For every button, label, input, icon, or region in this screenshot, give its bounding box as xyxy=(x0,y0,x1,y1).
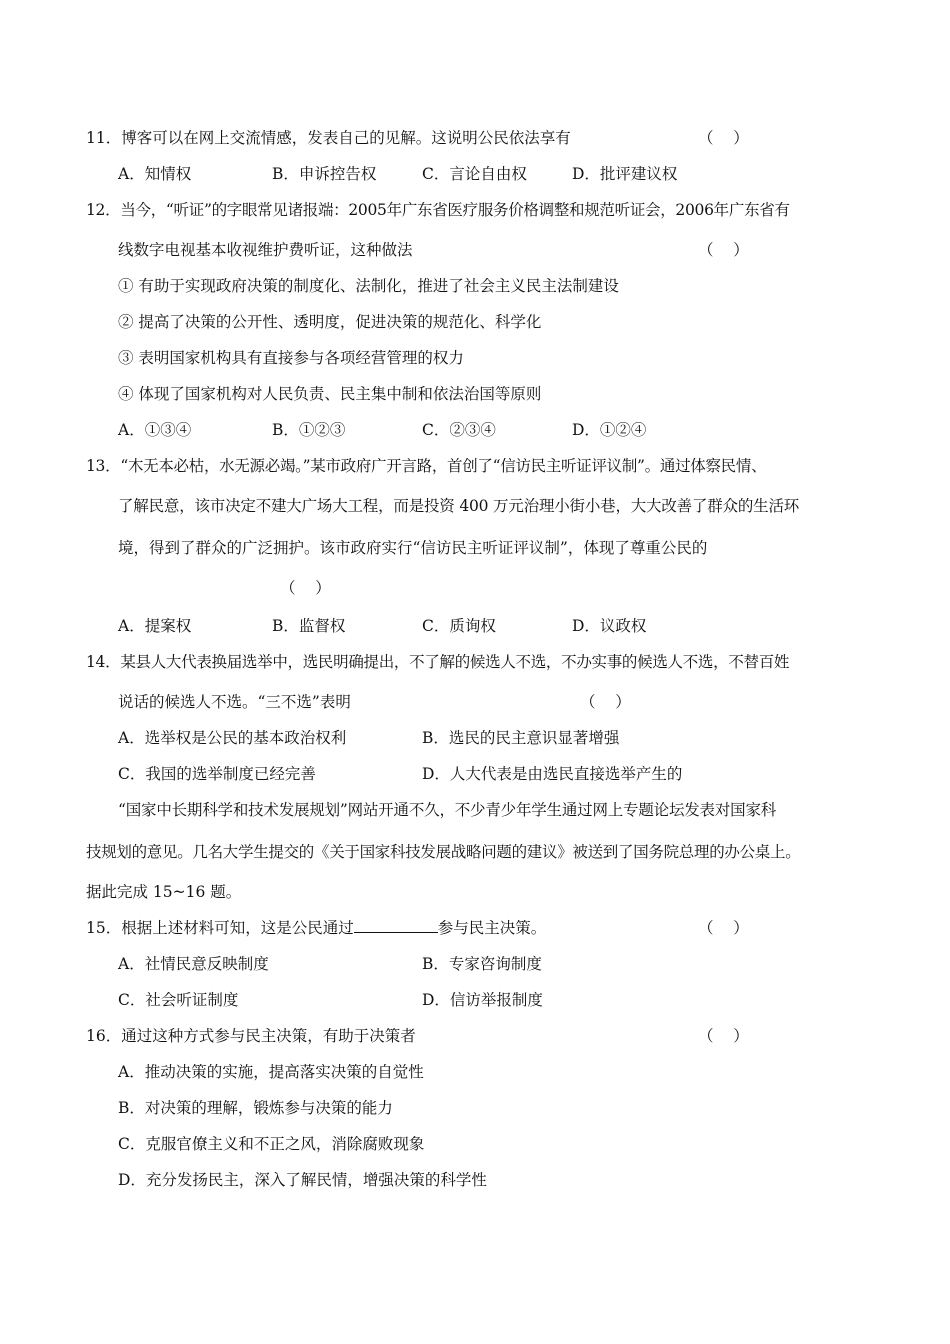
q12-item-3: ③ 表明国家机构具有直接参与各项经营管理的权力 xyxy=(118,349,464,367)
passage-line1: “国家中长期科学和技术发展规划”网站开通不久，不少青少年学生通过网上专题论坛发表对国家科 xyxy=(118,801,777,819)
q15-option-c: C．社会听证制度 xyxy=(118,991,239,1009)
q13-answer-paren: （ ） xyxy=(280,579,331,597)
q14-option-c: C．我国的选举制度已经完善 xyxy=(118,765,316,783)
q15-stem-start: 15．根据上述材料可知，这是公民通过 xyxy=(86,919,354,937)
q12-option-c: C．②③④ xyxy=(422,421,496,439)
q12-option-b: B．①②③ xyxy=(272,421,346,439)
q13-stem-line3: 境，得到了群众的广泛拥护。该市政府实行“信访民主听证评议制”，体现了尊重公民的 xyxy=(118,539,708,557)
q13-stem-line2: 了解民意，该市决定不建大广场大工程，而是投资 400 万元治理小街小巷，大大改善了群众的生活环 xyxy=(118,497,800,515)
q12-item-4: ④ 体现了国家机构对人民负责、民主集中制和依法治国等原则 xyxy=(118,385,542,403)
q12-stem-line2: 线数字电视基本收视维护费听证，这种做法 xyxy=(118,241,413,259)
q11-option-b: B．申诉控告权 xyxy=(272,165,377,183)
q12-item-1: ① 有助于实现政府决策的制度化、法制化，推进了社会主义民主法制建设 xyxy=(118,277,619,295)
q14-stem-line2: 说话的候选人不选。“三不选”表明 xyxy=(118,693,351,711)
q13-option-a: A．提案权 xyxy=(118,617,192,635)
passage-line3: 据此完成 15~16 题。 xyxy=(86,883,242,901)
q16-stem: 16．通过这种方式参与民主决策，有助于决策者 xyxy=(86,1027,416,1045)
q11-option-c: C．言论自由权 xyxy=(422,165,527,183)
q16-option-b: B．对决策的理解，锻炼参与决策的能力 xyxy=(118,1099,393,1117)
q15-fill-blank xyxy=(354,918,438,933)
q11-answer-paren: （ ） xyxy=(698,129,749,147)
q14-option-b: B．选民的民主意识显著增强 xyxy=(422,729,620,747)
q15-stem-end: 参与民主决策。 xyxy=(437,919,547,937)
q11-stem: 11．博客可以在网上交流情感，发表自己的见解。这说明公民依法享有 xyxy=(86,129,571,147)
q14-option-d: D．人大代表是由选民直接选举产生的 xyxy=(422,765,683,783)
q13-option-c: C．质询权 xyxy=(422,617,496,635)
q11-option-a: A．知情权 xyxy=(118,165,192,183)
q13-stem-line1: 13．“木无本必枯，水无源必竭。”某市政府广开言路，首创了“信访民主听证评议制”。通过体察民情、 xyxy=(86,457,767,475)
q14-answer-paren: （ ） xyxy=(580,693,631,711)
q14-stem-line1: 14．某县人大代表换届选举中，选民明确提出，不了解的候选人不选，不办实事的候选人不选，不替百姓 xyxy=(86,653,790,671)
q15-option-d: D．信访举报制度 xyxy=(422,991,543,1009)
q12-answer-paren: （ ） xyxy=(698,241,749,259)
q11-option-d: D．批评建议权 xyxy=(572,165,678,183)
q16-option-a: A．推动决策的实施，提高落实决策的自觉性 xyxy=(118,1063,424,1081)
q12-stem-line1: 12．当今，“听证”的字眼常见诸报端：2005年广东省医疗服务价格调整和规范听证会，2006年广东省有 xyxy=(86,201,790,219)
q14-option-a: A．选举权是公民的基本政治权利 xyxy=(118,729,347,747)
q15-option-a: A．社情民意反映制度 xyxy=(118,955,269,973)
q15-option-b: B．专家咨询制度 xyxy=(422,955,542,973)
q12-option-d: D．①②④ xyxy=(572,421,647,439)
q12-item-2: ② 提高了决策的公开性、透明度，促进决策的规范化、科学化 xyxy=(118,313,542,331)
q15-stem xyxy=(86,918,546,938)
q13-option-d: D．议政权 xyxy=(572,617,647,635)
q12-option-a: A．①③④ xyxy=(118,421,192,439)
q16-option-c: C．克服官僚主义和不正之风，消除腐败现象 xyxy=(118,1135,425,1153)
q13-option-b: B．监督权 xyxy=(272,617,346,635)
q16-answer-paren: （ ） xyxy=(698,1027,749,1045)
q15-answer-paren: （ ） xyxy=(698,919,749,937)
passage-line2: 技规划的意见。几名大学生提交的《关于国家科技发展战略问题的建议》被送到了国务院总理的办公桌上。 xyxy=(86,843,801,861)
q16-option-d: D．充分发扬民主，深入了解民情，增强决策的科学性 xyxy=(118,1171,487,1189)
